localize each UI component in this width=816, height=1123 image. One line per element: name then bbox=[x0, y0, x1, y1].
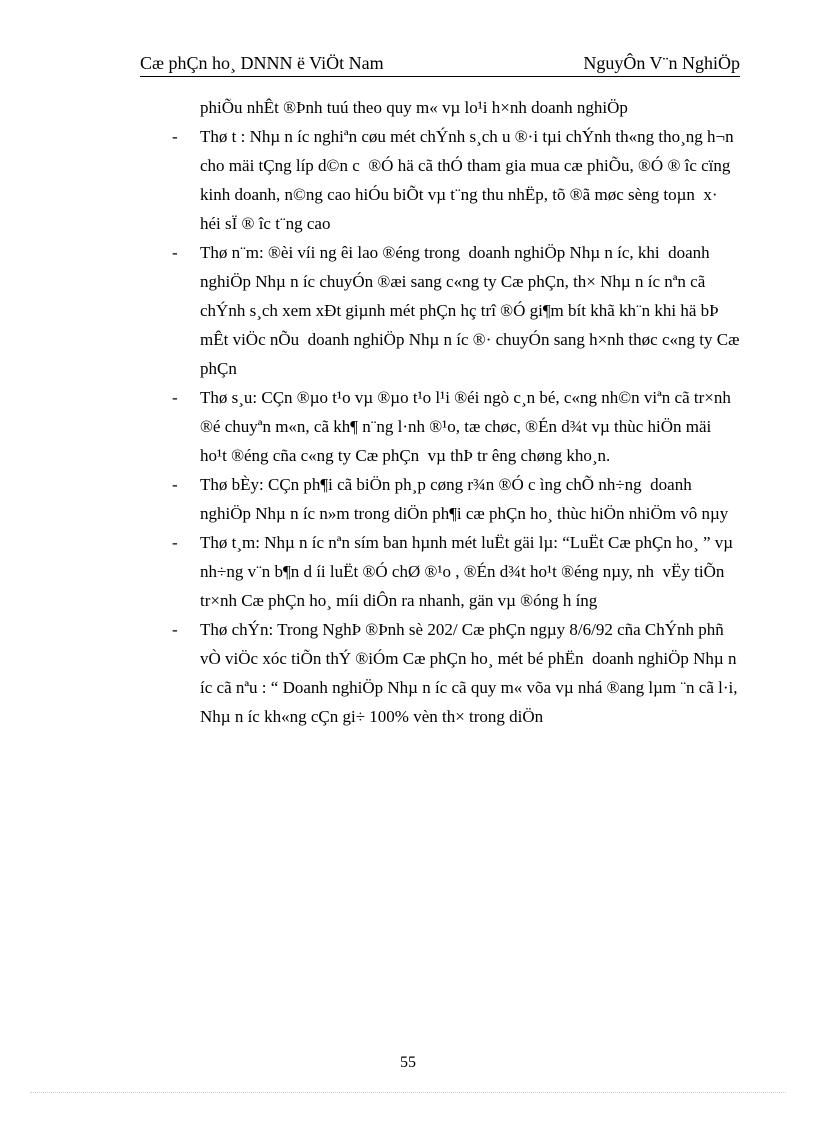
list-item-text: Thø t : Nhµ n íc nghiªn cøu mét chÝnh s¸ch u ®·i tµi chÝnh th«ng tho¸ng h¬n cho mäi tÇng líp d©n c ®Ó hä cã thÓ tham gia mua cæ phiÕu, ®Ó ® îc cïng kinh doanh, n©ng cao hiÓu biÕt vµ t¨ng thu nhËp, tõ ®ã møc sèng toµn x· héi sÏ ® îc t¨ng cao bbox=[200, 127, 738, 233]
list-item bbox=[172, 122, 742, 238]
page-header bbox=[140, 50, 740, 77]
header-right-author: NguyÔn V¨n NghiÖp bbox=[583, 53, 740, 73]
header-left-title: Cæ phÇn ho¸ DNNN ë ViÖt Nam bbox=[140, 53, 384, 73]
paragraph-text: phiÕu nhÊt ®Þnh tuú theo quy m« vµ lo¹i h×nh doanh nghiÖp bbox=[200, 98, 628, 117]
list-item-text: Thø s¸u: CÇn ®µo t¹o vµ ®µo t¹o l¹i ®éi ngò c¸n bé, c«ng nh©n viªn cã tr×nh ®é chuyªn m«n, cã kh¶ n¨ng l·nh ®¹o, tæ chøc, ®Én d¾t vµ thùc hiÖn mäi ho¹t ®éng cña c«ng ty Cæ phÇn vµ thÞ tr êng chøng kho¸n. bbox=[200, 388, 736, 465]
list-item-text: Thø bÈy: CÇn ph¶i cã biÖn ph¸p cøng r¾n ®Ó c ìng chÕ nh÷ng doanh nghiÖp Nhµ n íc n»m trong diÖn ph¶i cæ phÇn ho¸ thùc hiÖn nhiÖm vô nµy bbox=[200, 475, 729, 523]
page-number: 55 bbox=[400, 1054, 416, 1071]
list-item bbox=[172, 238, 742, 383]
document-body bbox=[172, 93, 742, 731]
list-item bbox=[172, 615, 742, 731]
list-dash: - bbox=[172, 620, 178, 639]
list-item bbox=[172, 528, 742, 615]
list-item-text: Thø chÝn: Trong NghÞ ®Þnh sè 202/ Cæ phÇn ngµy 8/6/92 cña ChÝnh phñ vÒ viÖc xóc tiÕn thÝ ®iÓm Cæ phÇn ho¸ mét bé phËn doanh nghiÖp Nhµ n íc cã nªu : “ Doanh nghiÖp Nhµ n íc cã quy m« võa vµ nhá ®ang lµm ¨n cã l·i, Nhµ n íc kh«ng cÇn gi÷ 100% vèn th× trong diÖn bbox=[200, 620, 742, 726]
list-item-text: Thø t¸m: Nhµ n íc nªn sím ban hµnh mét luËt gäi lµ: “LuËt Cæ phÇn ho¸ ” vµ nh÷ng v¨n b¶n d íi luËt ®Ó chØ ®¹o , ®Én d¾t ho¹t ®éng nµy, nh vËy tiÕn tr×nh Cæ phÇn ho¸ míi diÔn ra nhanh, gän vµ ®óng h íng bbox=[200, 533, 738, 610]
list-item bbox=[172, 383, 742, 470]
list-item bbox=[172, 470, 742, 528]
page-bottom-divider bbox=[30, 1092, 786, 1093]
list-dash: - bbox=[172, 533, 178, 552]
list-dash: - bbox=[172, 243, 178, 262]
list-item-text: Thø n¨m: ®èi víi ng êi lao ®éng trong doanh nghiÖp Nhµ n íc, khi doanh nghiÖp Nhµ n íc chuyÓn ®æi sang c«ng ty Cæ phÇn, th× Nhµ n íc nªn cã chÝnh s¸ch xem xÐt giµnh mét phÇn hç trî ®Ó gi¶m bít khã kh¨n khi hä bÞ mÊt viÖc nÕu doanh nghiÖp Nhµ n íc ®· chuyÓn sang h×nh thøc c«ng ty Cæ phÇn bbox=[200, 243, 744, 378]
list-dash: - bbox=[172, 127, 178, 146]
list-dash: - bbox=[172, 388, 178, 407]
list-dash: - bbox=[172, 475, 178, 494]
continuation-paragraph bbox=[172, 93, 742, 122]
